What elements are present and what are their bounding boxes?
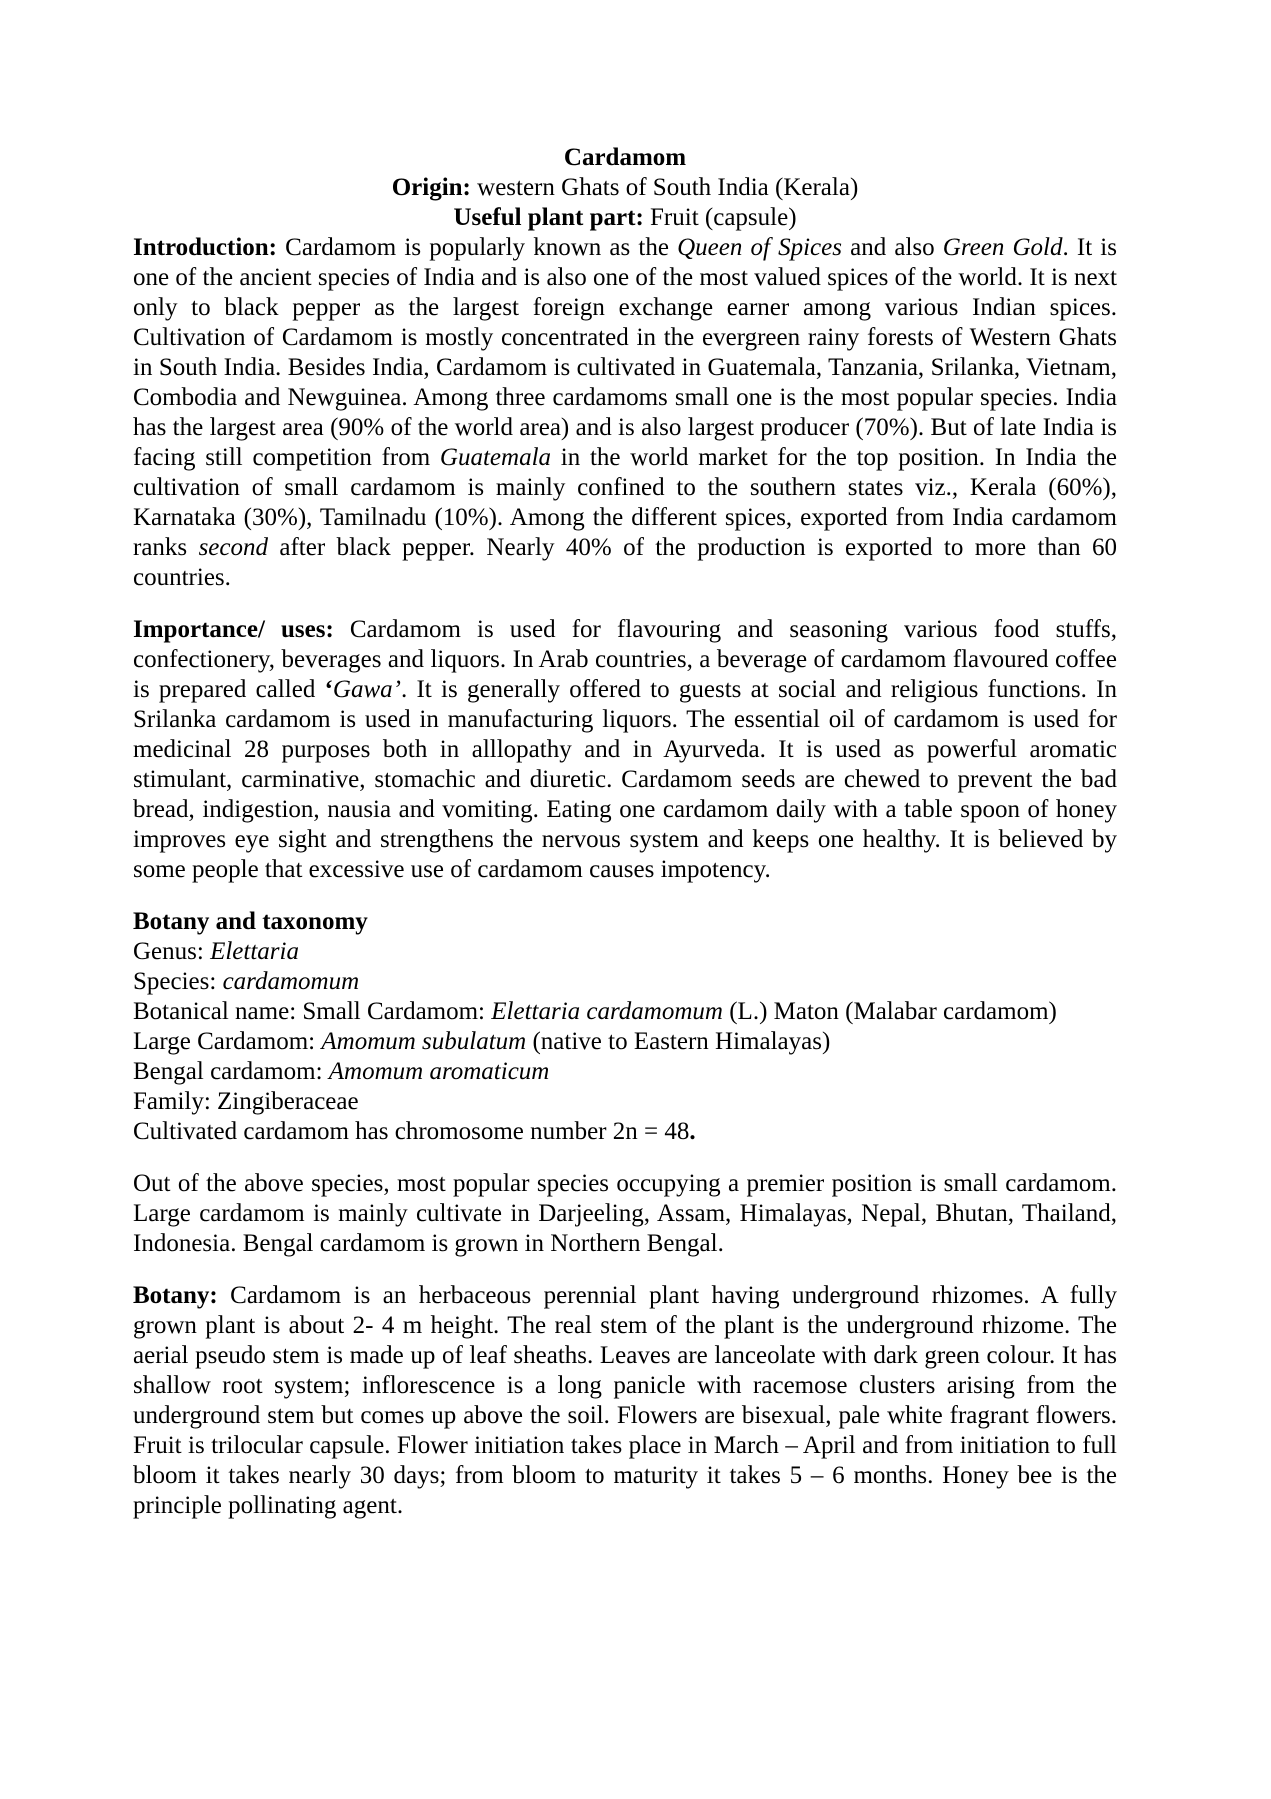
text-run-i: Elettaria cardamomum	[491, 998, 723, 1025]
large-cardamom-line: Large Cardamom: Amomum subulatum (native to Eastern Himalayas)	[133, 1028, 831, 1055]
text-run-i: cardamomum	[222, 968, 360, 995]
botany-paragraph: Botany: Cardamom is an herbaceous perennial plant having underground rhizomes. A fully grown plant is about 2- 4 m height. The real stem of the plant is the underground rhizome. The aerial pseudo stem is made up of leaf sheaths. Leaves are lanceolate with dark green colour. It has shallow root system; inflorescence is a long panicle with racemose clusters arising from the underground stem but comes up above the soil. Flowers are bisexual, pale white fragrant flowers. Fruit is trilocular capsule. Flower initiation takes place in March – April and from initiation to full bloom it takes nearly 30 days; from bloom to maturity it takes 5 – 6 months. Honey bee is the principle pollinating agent.	[133, 1282, 1117, 1519]
botany-taxonomy-heading	[133, 907, 1117, 937]
text-run-i: Gawa’	[332, 676, 401, 703]
text-run-i: Elettaria	[210, 938, 299, 965]
genus-line: Genus: Elettaria	[133, 938, 299, 965]
importance-uses-paragraph: Importance/ uses: Cardamom is used for flavouring and seasoning various food stuffs, confectionery, beverages and liquors. In Arab countries, a beverage of cardamom flavoured coffee is prepared called ‘Gawa’. It is generally offered to guests at social and religious functions. In Srilanka cardamom is used in manufacturing liquors. The essential oil of cardamom is used for medicinal 28 purposes both in alllopathy and in Ayurveda. It is used as powerful aromatic stimulant, carminative, stomachic and diuretic. Cardamom seeds are chewed to prevent the bad bread, indigestion, nausia and vomiting. Eating one cardamom daily with a table spoon of honey improves eye sight and strengthens the nervous system and keeps one healthy. It is believed by some people that excessive use of cardamom causes impotency.	[133, 616, 1118, 883]
text-run-b: Useful plant part:	[453, 204, 644, 231]
text-run-i: Queen of Spices	[677, 234, 842, 261]
text-run-b: ‘	[324, 676, 333, 703]
family-line: Family: Zingiberaceae	[133, 1088, 359, 1115]
text-run-b: Origin:	[391, 174, 471, 201]
chromosome-line: Cultivated cardamom has chromosome number 2n = 48.	[133, 1118, 696, 1145]
botanical-name-line: Botanical name: Small Cardamom: Elettaria cardamomum (L.) Maton (Malabar cardamom)	[133, 998, 1057, 1025]
bengal-cardamom-line: Bengal cardamom: Amomum aromaticum	[133, 1058, 550, 1085]
text-run-i: Amomum subulatum	[321, 1028, 527, 1055]
text-run-b: Cardamom	[563, 144, 687, 171]
text-run-i: Green Gold	[942, 234, 1063, 261]
species-distribution-paragraph: Out of the above species, most popular species occupying a premier position is small cardamom. Large cardamom is mainly cultivate in Darjeeling, Assam, Himalayas, Nepal, Bhutan, Thailand, Indonesia. Bengal cardamom is grown in Northern Bengal.	[133, 1170, 1117, 1257]
text-run-b: Introduction:	[133, 234, 278, 261]
text-run-b: Botany and taxonomy	[133, 908, 368, 935]
document-title	[133, 143, 1117, 173]
useful-plant-part-line: Useful plant part: Fruit (capsule)	[453, 204, 797, 231]
origin-line: Origin: western Ghats of South India (Kerala)	[391, 174, 859, 201]
text-run-b: .	[689, 1118, 696, 1145]
species-line: Species: cardamomum	[133, 968, 360, 995]
text-run-b: Botany:	[133, 1282, 218, 1309]
text-run-i: second	[198, 534, 268, 561]
text-run-b: Importance/ uses:	[133, 616, 334, 643]
introduction-paragraph: Introduction: Cardamom is popularly known as the Queen of Spices and also Green Gold. It is one of the ancient species of India and is also one of the most valued spices of the world. It is next only to black pepper as the largest foreign exchange earner among various Indian spices. Cultivation of Cardamom is mostly concentrated in the evergreen rainy forests of Western Ghats in South India. Besides India, Cardamom is cultivated in Guatemala, Tanzania, Srilanka, Vietnam, Combodia and Newguinea. Among three cardamoms small one is the most popular species. India has the largest area (90% of the world area) and is also largest producer (70%). But of late India is facing still competition from Guatemala in the world market for the top position. In India the cultivation of small cardamom is mainly confined to the southern states viz., Kerala (60%), Karnataka (30%), Tamilnadu (10%). Among the different spices, exported from India cardamom ranks second after black pepper. Nearly 40% of the production is exported to more than 60 countries.	[133, 234, 1117, 591]
text-run-i: Amomum aromaticum	[328, 1058, 550, 1085]
text-run-i: Guatemala	[439, 444, 552, 471]
